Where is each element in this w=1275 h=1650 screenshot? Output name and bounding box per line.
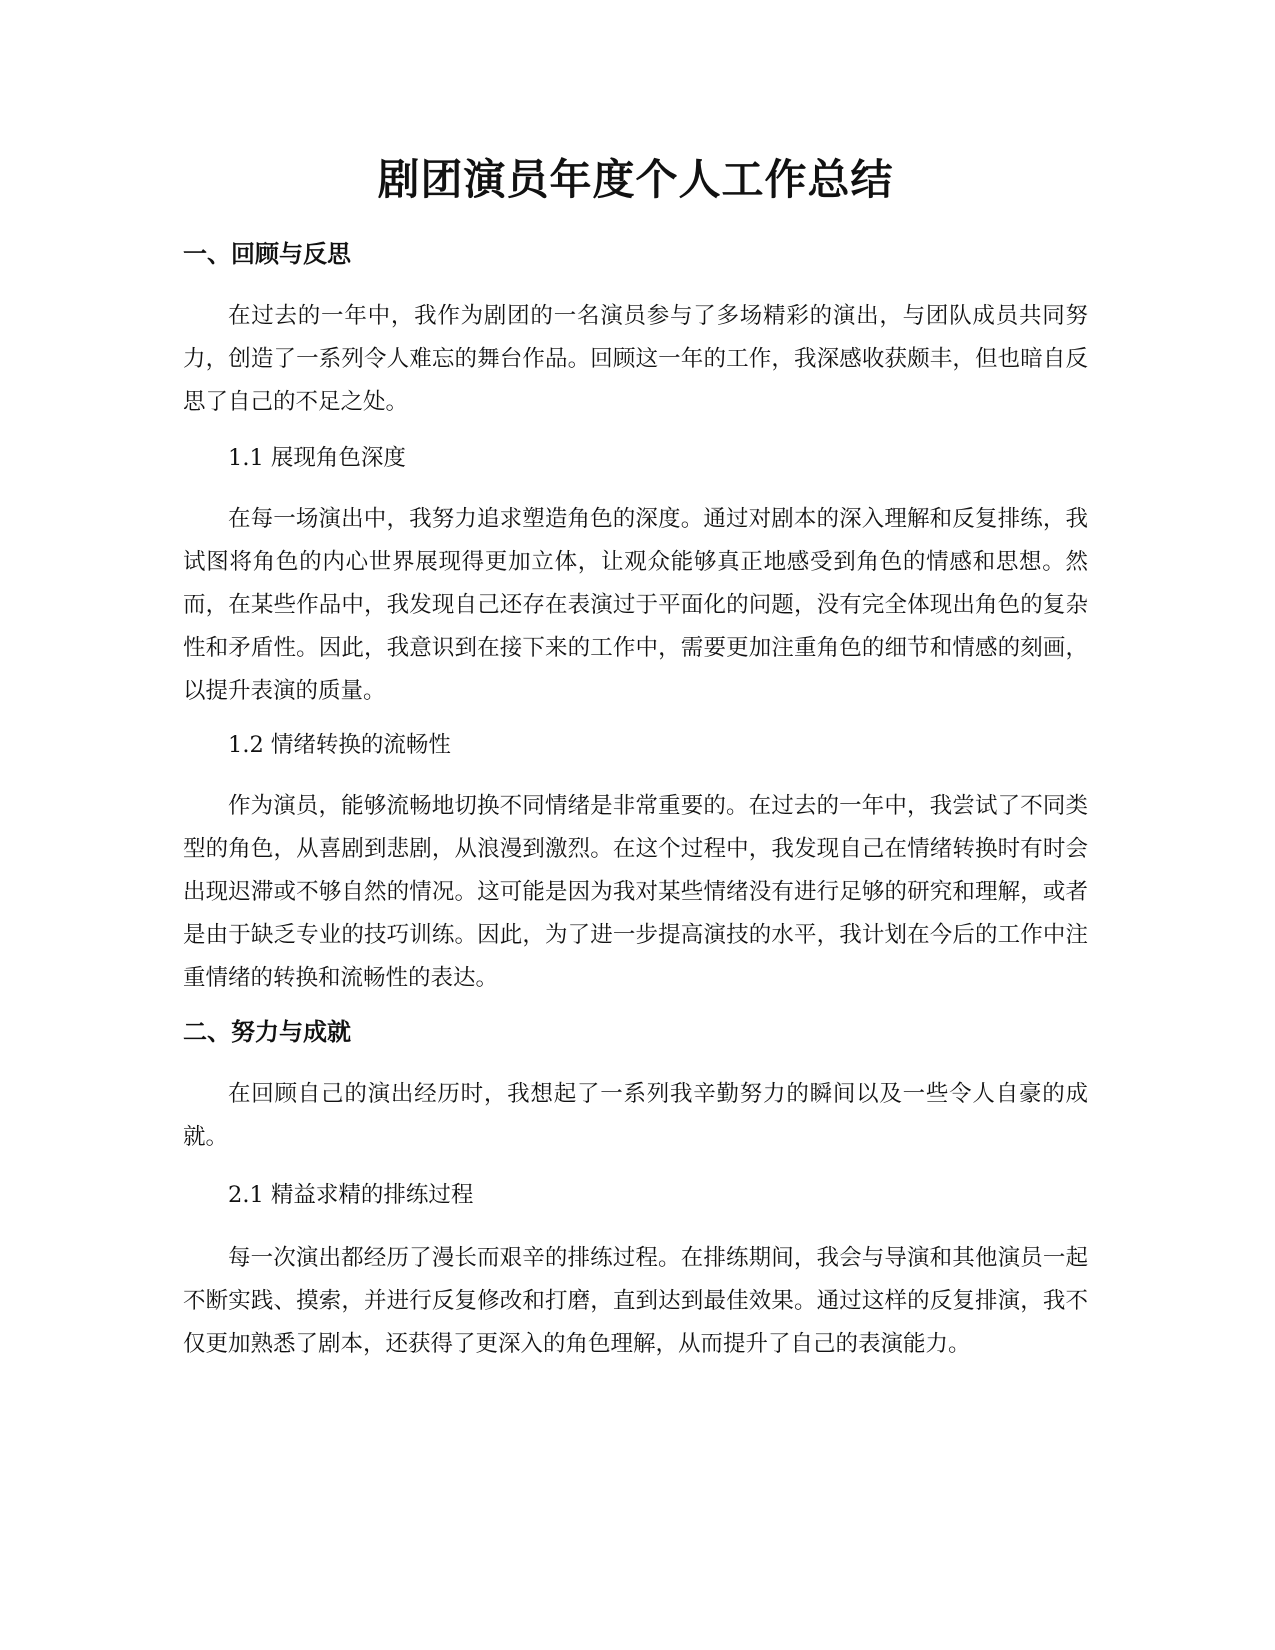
section-heading-review: 一、回顾与反思 [183, 240, 351, 268]
subsection-heading-2-1: 2.1 精益求精的排练过程 [228, 1182, 474, 1208]
subsection-heading-1-1: 1.1 展现角色深度 [228, 445, 406, 471]
subsection-body-2-1: 每一次演出都经历了漫长而艰辛的排练过程。在排练期间，我会与导演和其他演员一起不断实践、摸索，并进行反复修改和打磨，直到达到最佳效果。通过这样的反复排演，我不仅更加熟悉了剧本，还获得了更深入的角色理解，从而提升了自己的表演能力。 [183, 1245, 1088, 1357]
subsection-body-1-1: 在每一场演出中，我努力追求塑造角色的深度。通过对剧本的深入理解和反复排练，我试图将角色的内心世界展现得更加立体，让观众能够真正地感受到角色的情感和思想。然而，在某些作品中，我发现自己还存在表演过于平面化的问题，没有完全体现出角色的复杂性和矛盾性。因此，我意识到在接下来的工作中，需要更加注重角色的细节和情感的刻画，以提升表演的质量。 [183, 506, 1088, 704]
subsection-heading-1-2: 1.2 情绪转换的流畅性 [228, 732, 451, 758]
subsection-body-1-2: 作为演员，能够流畅地切换不同情绪是非常重要的。在过去的一年中，我尝试了不同类型的角色，从喜剧到悲剧，从浪漫到激烈。在这个过程中，我发现自己在情绪转换时有时会出现迟滞或不够自然的情况。这可能是因为我对某些情绪没有进行足够的研究和理解，或者是由于缺乏专业的技巧训练。因此，为了进一步提高演技的水平，我计划在今后的工作中注重情绪的转换和流畅性的表达。 [183, 793, 1088, 991]
section-review-intro: 在过去的一年中，我作为剧团的一名演员参与了多场精彩的演出，与团队成员共同努力，创造了一系列令人难忘的舞台作品。回顾这一年的工作，我深感收获颇丰，但也暗自反思了自己的不足之处。 [183, 303, 1088, 415]
document-title: 剧团演员年度个人工作总结 [377, 155, 894, 204]
section-achievement-intro: 在回顾自己的演出经历时，我想起了一系列我辛勤努力的瞬间以及一些令人自豪的成就。 [183, 1081, 1088, 1150]
section-heading-achievement: 二、努力与成就 [183, 1018, 351, 1046]
